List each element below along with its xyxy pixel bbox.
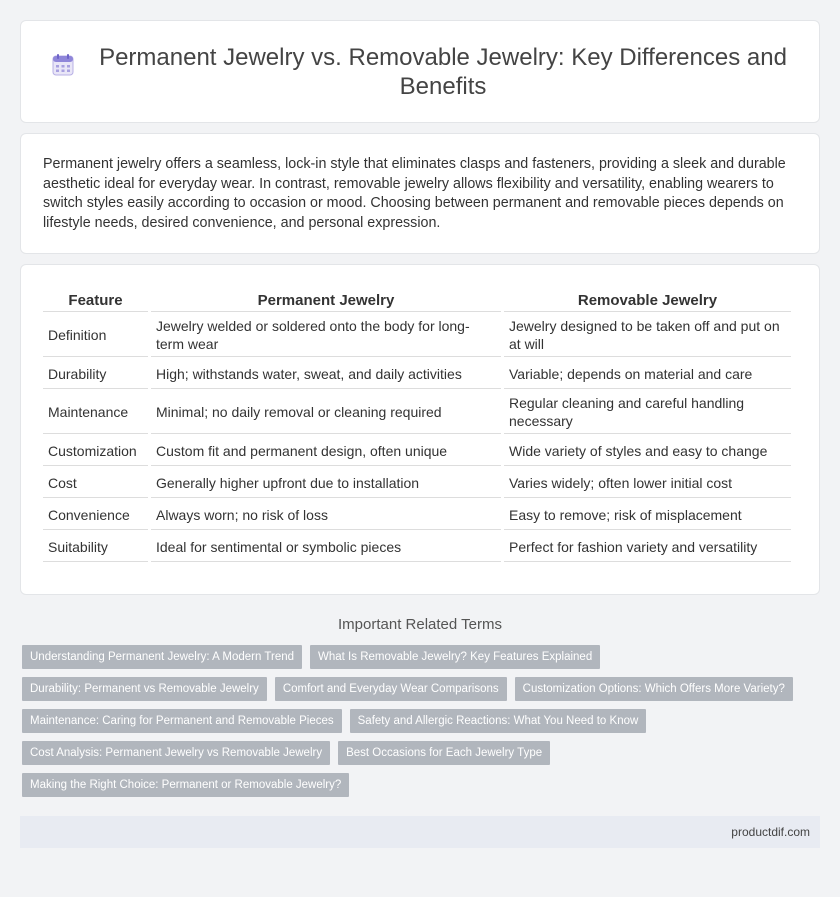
table-cell: Always worn; no risk of loss: [151, 500, 501, 530]
related-term-link[interactable]: Making the Right Choice: Permanent or Removable Jewelry?: [22, 773, 349, 797]
table-row: [43, 532, 791, 562]
page-title: Permanent Jewelry vs. Removable Jewelry: Key Differences and Benefits: [99, 43, 787, 100]
comparison-card: [20, 264, 820, 595]
table-row: [43, 468, 791, 498]
table-cell: Wide variety of styles and easy to change: [504, 436, 791, 466]
table-cell: Minimal; no daily removal or cleaning required: [151, 391, 501, 434]
table-cell: High; withstands water, sweat, and daily activities: [151, 359, 501, 389]
table-cell: Regular cleaning and careful handling necessary: [504, 391, 791, 434]
table-cell: Definition: [43, 314, 148, 357]
column-header-feature: Feature: [43, 289, 148, 312]
related-term-link[interactable]: Maintenance: Caring for Permanent and Removable Pieces: [22, 709, 342, 733]
table-cell: Jewelry welded or soldered onto the body for long-term wear: [151, 314, 501, 357]
table-cell: Jewelry designed to be taken off and put on at will: [504, 314, 791, 357]
table-cell: Varies widely; often lower initial cost: [504, 468, 791, 498]
table-cell: Customization: [43, 436, 148, 466]
table-cell: Convenience: [43, 500, 148, 530]
related-term-link[interactable]: Cost Analysis: Permanent Jewelry vs Removable Jewelry: [22, 741, 330, 765]
comparison-table: [40, 287, 794, 564]
table-cell: Durability: [43, 359, 148, 389]
related-terms-list: [22, 645, 818, 805]
related-term-link[interactable]: Best Occasions for Each Jewelry Type: [338, 741, 550, 765]
site-name: productdif.com: [731, 825, 810, 839]
intro-paragraph: Permanent jewelry offers a seamless, lock-in style that eliminates clasps and fasteners, providing a sleek and durable aesthetic ideal for everyday wear. In contrast, removable jewelry allows flexibility and versatility, enabling wearers to switch styles easily according to occasion or mood. Choosing between permanent and removable pieces depends on lifestyle needs, desired convenience, and personal expression.: [43, 156, 786, 231]
table-cell: Generally higher upfront due to installation: [151, 468, 501, 498]
table-cell: Cost: [43, 468, 148, 498]
footer: [20, 816, 820, 848]
intro-card: [20, 133, 820, 254]
table-cell: Easy to remove; risk of misplacement: [504, 500, 791, 530]
related-terms-title: Important Related Terms: [338, 616, 502, 633]
table-row: [43, 500, 791, 530]
table-cell: Custom fit and permanent design, often unique: [151, 436, 501, 466]
related-term-link[interactable]: What Is Removable Jewelry? Key Features Explained: [310, 645, 600, 669]
table-row: [43, 359, 791, 389]
related-term-link[interactable]: Customization Options: Which Offers More Variety?: [515, 677, 793, 701]
related-term-link[interactable]: Safety and Allergic Reactions: What You Need to Know: [350, 709, 647, 733]
table-cell: Ideal for sentimental or symbolic pieces: [151, 532, 501, 562]
table-cell: Variable; depends on material and care: [504, 359, 791, 389]
related-term-link[interactable]: Understanding Permanent Jewelry: A Modern Trend: [22, 645, 302, 669]
related-term-link[interactable]: Durability: Permanent vs Removable Jewelry: [22, 677, 267, 701]
table-row: [43, 391, 791, 434]
table-cell: Suitability: [43, 532, 148, 562]
header-card: [20, 20, 820, 123]
calendar-icon: [50, 52, 76, 78]
table-cell: Perfect for fashion variety and versatility: [504, 532, 791, 562]
table-row: [43, 436, 791, 466]
table-cell: Maintenance: [43, 391, 148, 434]
header: [50, 43, 790, 101]
table-row: [43, 314, 791, 357]
column-header-removable: Removable Jewelry: [504, 289, 791, 312]
column-header-permanent: Permanent Jewelry: [151, 289, 501, 312]
table-header-row: [43, 289, 791, 312]
related-term-link[interactable]: Comfort and Everyday Wear Comparisons: [275, 677, 507, 701]
